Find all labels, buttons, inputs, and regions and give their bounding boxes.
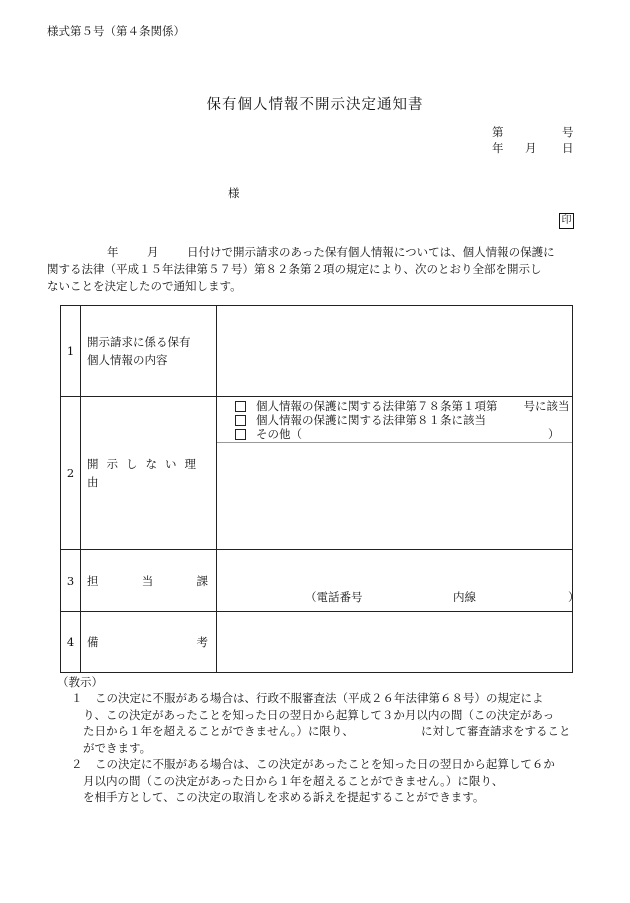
label-char: 当 bbox=[141, 573, 154, 588]
note-line: この決定に不服がある場合は、この決定があったことを知った日の翌日から起算して６か bbox=[95, 757, 555, 771]
table-row bbox=[61, 550, 573, 612]
phone-label: （電話番号 bbox=[305, 590, 363, 604]
note-number: ２ bbox=[71, 757, 83, 771]
note-line: 月以内の間（この決定があった日から１年を超えることができません。）に限り、 bbox=[83, 773, 504, 788]
intro-month: 月 bbox=[147, 245, 159, 259]
doc-no-prefix: 第 bbox=[492, 125, 504, 139]
note-number: １ bbox=[71, 691, 83, 705]
checkbox[interactable] bbox=[235, 415, 246, 426]
note-line: ができます。 bbox=[83, 740, 152, 755]
seal-stamp: 印 bbox=[559, 213, 574, 229]
table-row bbox=[61, 306, 573, 397]
intro-paragraph bbox=[47, 244, 577, 295]
checkbox[interactable] bbox=[235, 401, 246, 412]
intro-line3: ないことを決定したので通知します。 bbox=[47, 279, 242, 293]
date-day: 日 bbox=[562, 141, 574, 155]
reason-text: 個人情報の保護に関する法律第８１条に該当 bbox=[256, 413, 486, 427]
doc-no-suffix: 号 bbox=[562, 125, 574, 139]
table-row bbox=[61, 397, 573, 550]
row-number: 3 bbox=[61, 550, 81, 612]
reason-detail[interactable] bbox=[217, 443, 572, 547]
label-char: 課 bbox=[196, 573, 208, 588]
note-line: り、この決定があったことを知った日の翌日から起算して３か月以内の間（この決定があっ bbox=[83, 707, 555, 722]
addressee: 様 bbox=[228, 186, 240, 200]
row-label-remarks bbox=[81, 612, 217, 673]
reason-option-2[interactable] bbox=[217, 413, 572, 427]
row-label-reason bbox=[81, 397, 217, 550]
reason-text: 個人情報の保護に関する法律第７８条第１項第 bbox=[256, 399, 498, 413]
label-char: 備 bbox=[87, 635, 99, 649]
checkbox[interactable] bbox=[235, 429, 246, 440]
label-char: 考 bbox=[196, 635, 208, 649]
page-title: 保有個人情報不開示決定通知書 bbox=[206, 97, 424, 113]
intro-year: 年 bbox=[107, 245, 119, 259]
reason-text: 号に該当 bbox=[523, 399, 570, 413]
label-line: 個人情報の内容 bbox=[87, 353, 168, 367]
reason-cell bbox=[217, 397, 573, 550]
phone-close: ） bbox=[568, 590, 580, 604]
row-label-section bbox=[81, 550, 217, 612]
notes-heading: （教示） bbox=[57, 675, 103, 689]
note-line: た日から１年を超えることができません。）に限り、 bbox=[83, 724, 354, 738]
row-number: 1 bbox=[61, 306, 81, 397]
row-number: 4 bbox=[61, 612, 81, 673]
note-line: この決定に不服がある場合は、行政不服審査法（平成２６年法律第６８号）の規定によ bbox=[95, 691, 544, 705]
intro-line2: 関する法律（平成１５年法律第５７号）第８２条第２項の規定により、次のとおり全部を開示し bbox=[47, 262, 542, 276]
row-label-content bbox=[81, 306, 217, 397]
extension-label: 内線 bbox=[453, 590, 476, 604]
note-line: を相手方として、この決定の取消しを求める訴えを提起することができます。 bbox=[83, 790, 485, 804]
label-line: 開示請求に係る保有 bbox=[87, 335, 191, 349]
table-row bbox=[61, 612, 573, 673]
date-year: 年 bbox=[492, 141, 504, 155]
content-value[interactable] bbox=[217, 306, 573, 397]
notes-item-1 bbox=[63, 690, 583, 756]
reason-text: その他（ bbox=[256, 427, 302, 441]
section-cell[interactable] bbox=[217, 550, 580, 612]
date-month: 月 bbox=[525, 141, 537, 155]
intro-line1: 日付けで開示請求のあった保有個人情報については、個人情報の保護に bbox=[187, 245, 555, 259]
remarks-cell[interactable] bbox=[217, 612, 573, 673]
notes-item-2 bbox=[63, 756, 583, 806]
label-line: 開示しない理由 bbox=[87, 457, 204, 489]
reason-text: ） bbox=[548, 427, 560, 441]
reason-option-3[interactable] bbox=[217, 427, 572, 441]
label-char: 担 bbox=[87, 573, 99, 588]
row-number: 2 bbox=[61, 397, 81, 550]
reason-option-1[interactable] bbox=[217, 399, 572, 413]
note-line: に対して審査請求をすること bbox=[421, 724, 571, 738]
form-number: 様式第５号（第４条関係） bbox=[47, 24, 185, 38]
decision-table bbox=[60, 305, 580, 673]
